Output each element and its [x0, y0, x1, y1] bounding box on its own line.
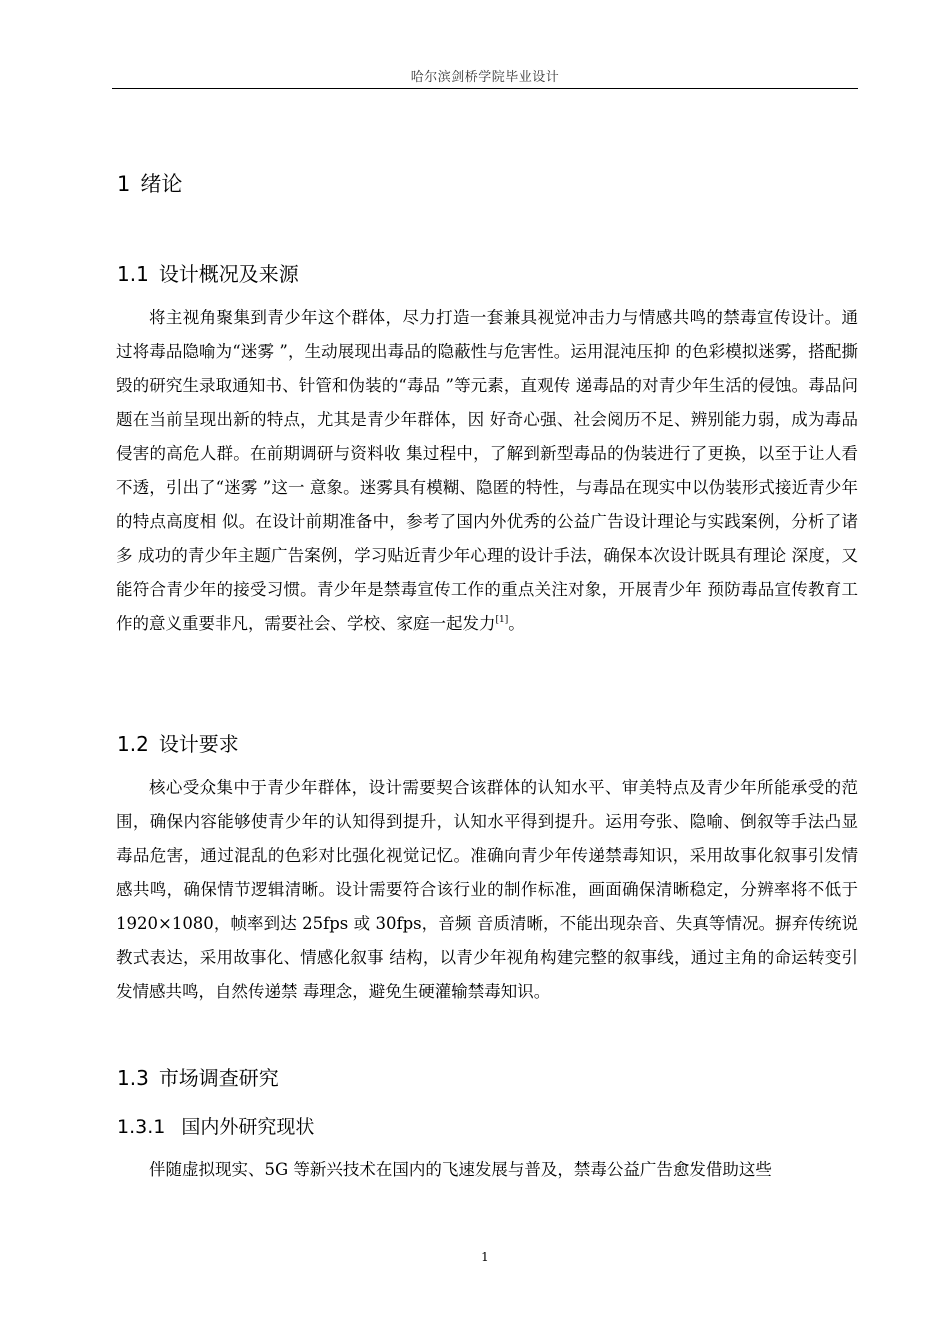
paragraph-text: 伴随虚拟现实、5G 等新兴技术在国内的飞速发展与普及，禁毒公益广告愈发借助这些 — [149, 1160, 772, 1179]
section-title: 市场调查研究 — [158, 1066, 279, 1090]
page-header-title: 哈尔滨剑桥学院毕业设计 — [410, 70, 560, 85]
section-title: 设计概况及来源 — [158, 262, 299, 286]
citation-marker[interactable]: [1] — [495, 615, 509, 625]
paragraph-end: 。 — [508, 614, 525, 633]
chapter-title: 绪论 — [140, 172, 183, 196]
section-heading-1-3 — [117, 1062, 279, 1091]
section-title: 设计要求 — [158, 732, 239, 756]
paragraph-text: 将主视角聚集到青少年这个群体，尽力打造一套兼具视觉冲击力与情感共鸣的禁毒宣传设计。通过将毒品隐喻为“迷雾 ”，生动展现出毒品的隐蔽性与危害性。运用混沌压抑 的色彩模拟迷雾，搭配撕毁的研究生录取通知书、针管和伪装的“毒品 ”等元素，直观传 递毒品的对青少年生活的侵蚀。毒品问题在当前呈现出新的特点，尤其是青少年群体，因 好奇心强、社会阅历不足、辨别能力弱，成为毒品侵害的高危人群。在前期调研与资料收 集过程中，了解到新型毒品的伪装进行了更换，以至于让人看不透，引出了“迷雾 ”这一 意象。迷雾具有模糊、隐匿的特性，与毒品在现实中以伪装形式接近青少年的特点高度相 似。在设计前期准备中，参考了国内外优秀的公益广告设计理论与实践案例，分析了诸多 成功的青少年主题广告案例，学习贴近青少年心理的设计手法，确保本次设计既具有理论 深度，又能符合青少年的接受习惯。青少年是禁毒宣传工作的重点关注对象，开展青少年 预防毒品宣传教育工作的意义重要非凡，需要社会、学校、家庭一起发力 — [116, 308, 858, 633]
subsection-number: 1.3.1 — [117, 1116, 166, 1138]
subsection-1-3-1-paragraph — [116, 1153, 858, 1187]
section-heading-1-1 — [117, 258, 299, 287]
chapter-heading — [117, 168, 182, 198]
section-number: 1.3 — [117, 1066, 149, 1090]
subsection-title: 国内外研究现状 — [181, 1116, 315, 1138]
section-1-2-paragraph — [116, 771, 858, 1009]
header-divider — [112, 88, 858, 89]
page-number: 1 — [481, 1250, 489, 1264]
section-heading-1-2 — [117, 728, 239, 757]
chapter-number: 1 — [117, 172, 131, 196]
subsection-heading-1-3-1 — [117, 1112, 314, 1139]
section-1-1-paragraph — [116, 301, 858, 641]
section-number: 1.1 — [117, 262, 149, 286]
section-number: 1.2 — [117, 732, 149, 756]
paragraph-text: 核心受众集中于青少年群体，设计需要契合该群体的认知水平、审美特点及青少年所能承受的范围，确保内容能够使青少年的认知得到提升，认知水平得到提升。运用夸张、隐喻、倒叙等手法凸显毒品危害，通过混乱的色彩对比强化视觉记忆。准确向青少年传递禁毒知识，采用故事化叙事引发情感共鸣，确保情节逻辑清晰。设计需要符合该行业的制作标准，画面确保清晰稳定，分辨率将不低于 1920×1080，帧率到达 25fps 或 30fps，音频 音质清晰，不能出现杂音、失真等情况。摒弃传统说教式表达，采用故事化、情感化叙事 结构，以青少年视角构建完整的叙事线，通过主角的命运转变引发情感共鸣，自然传递禁 毒理念，避免生硬灌输禁毒知识。 — [116, 778, 858, 1001]
